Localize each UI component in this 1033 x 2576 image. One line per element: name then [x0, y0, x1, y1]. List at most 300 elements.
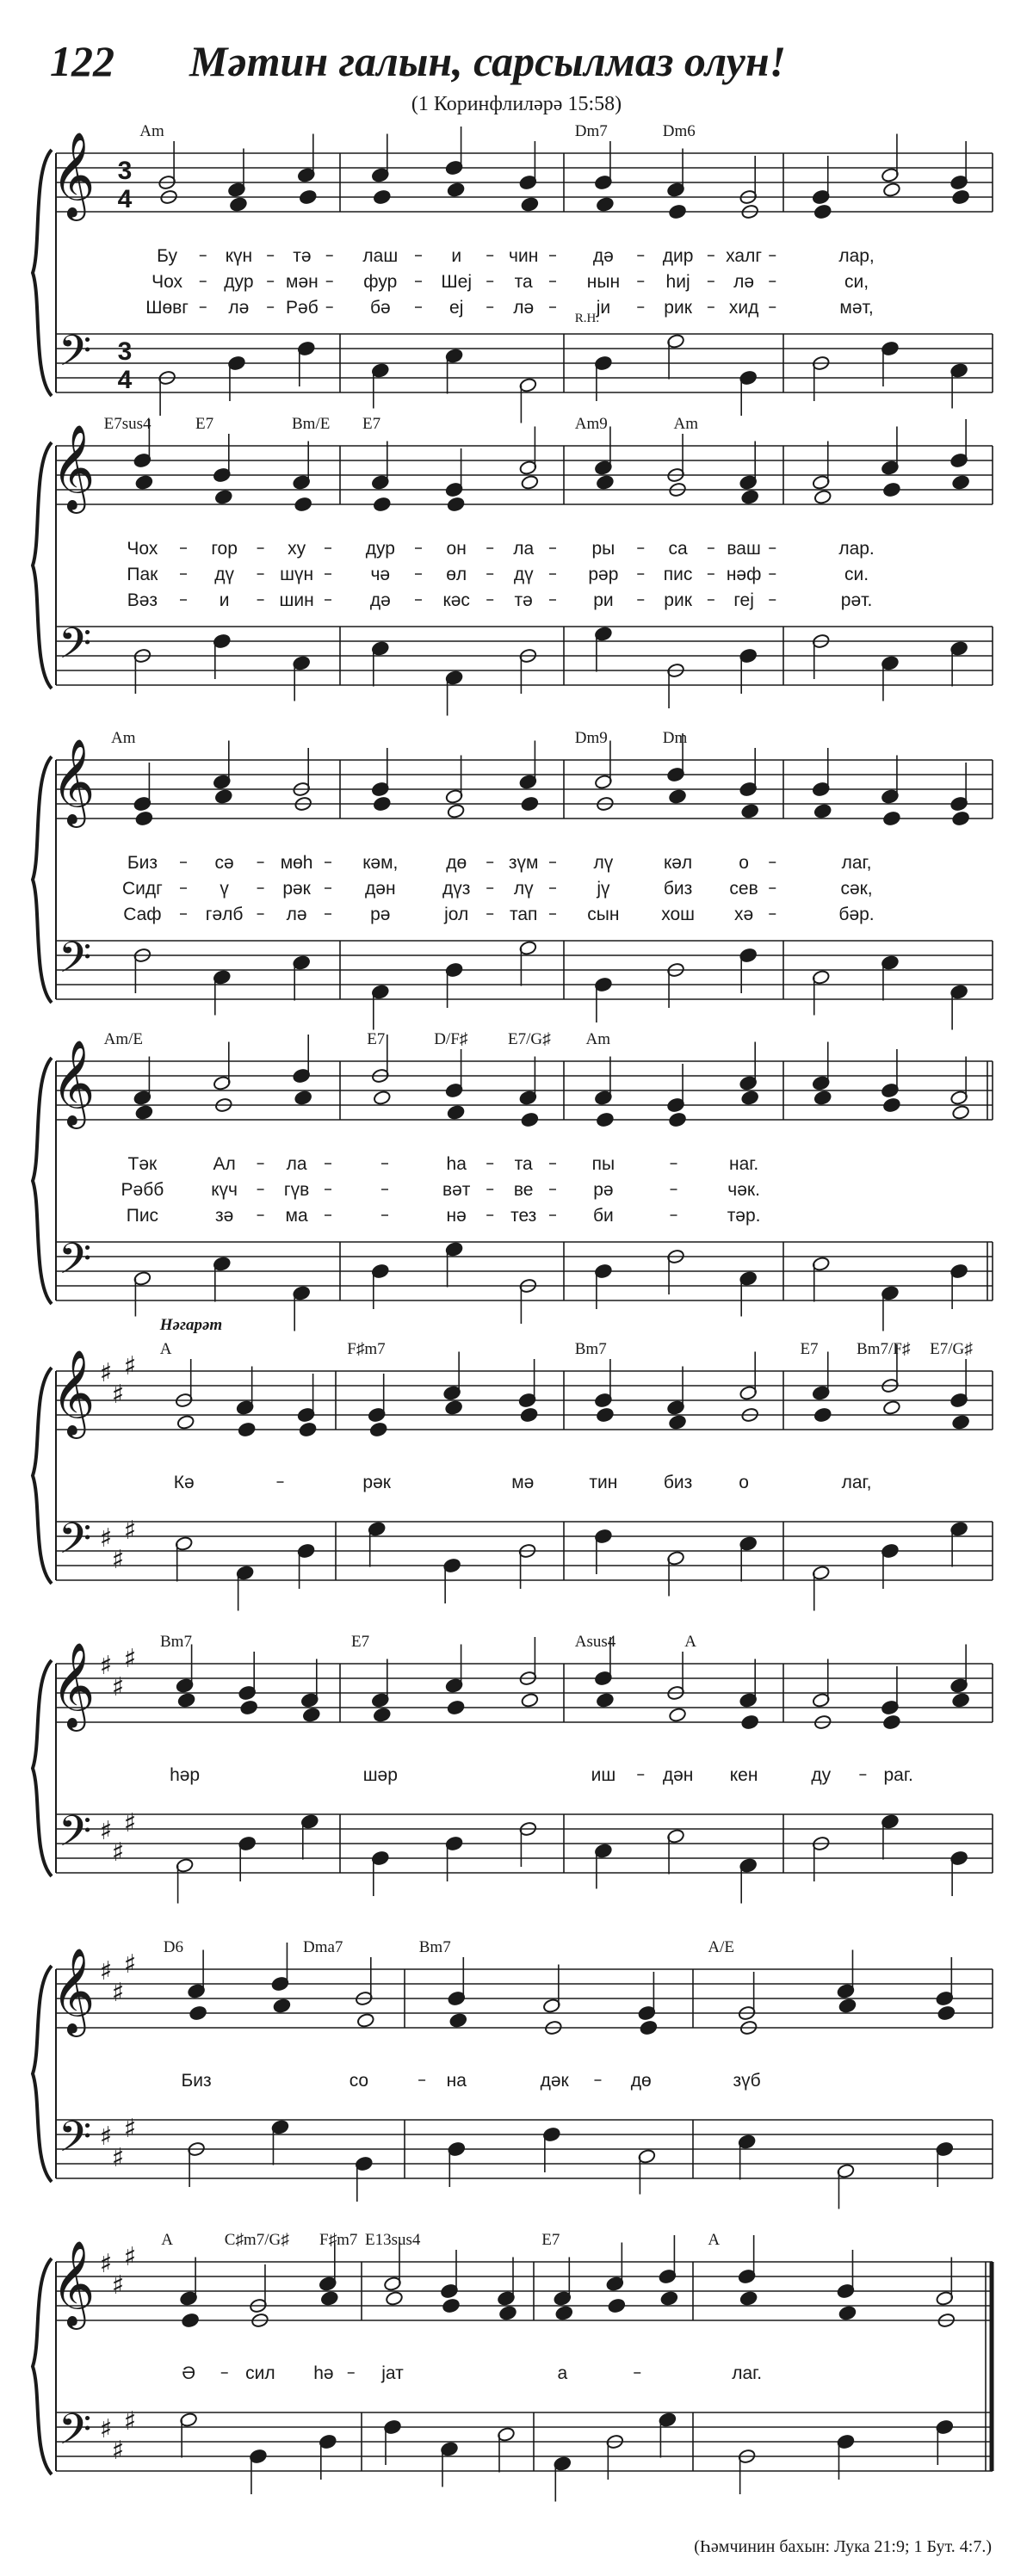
- note-head: [951, 811, 969, 826]
- lyric-syllable: лү: [593, 853, 614, 873]
- note-head: [176, 1414, 195, 1430]
- lyric-syllable: и: [451, 246, 462, 266]
- note-head: [229, 196, 247, 212]
- staff-brace: [33, 1660, 52, 1876]
- note-head: [498, 2305, 516, 2320]
- note-head: [882, 1097, 900, 1113]
- note-head: [596, 1112, 614, 1127]
- lyric-syllable: дән: [365, 879, 396, 899]
- lyric-syllable: Чох: [152, 272, 183, 292]
- chord-symbol: Am: [111, 729, 136, 747]
- note-head: [299, 1422, 317, 1437]
- note-head: [668, 204, 686, 219]
- note-head: [135, 1104, 153, 1120]
- note-head: [447, 182, 465, 197]
- lyric-syllable: чәк.: [727, 1180, 760, 1200]
- lyric-syllable: геј: [733, 590, 754, 610]
- lyric-syllable: со: [349, 2071, 369, 2091]
- note-head: [596, 1407, 614, 1423]
- lyric-syllable: еј: [449, 298, 464, 318]
- note-head: [294, 1090, 312, 1105]
- lyric-syllable: кен: [729, 1765, 758, 1785]
- lyric-syllable: та: [514, 272, 533, 292]
- note-head: [521, 796, 539, 812]
- note-head: [273, 1998, 291, 2013]
- lyric-syllable: на: [446, 2071, 467, 2091]
- lyric-syllable: ры: [591, 539, 615, 559]
- chord-symbol: A: [159, 1340, 172, 1358]
- lyric-syllable: Пак: [127, 565, 158, 584]
- note-head: [373, 189, 391, 205]
- treble-clef-icon: 𝄞: [51, 2240, 96, 2326]
- lyric-syllable: лә: [733, 272, 755, 292]
- note-head: [813, 489, 832, 504]
- note-head: [739, 2290, 758, 2306]
- lyric-syllable: тап: [509, 905, 538, 924]
- lyric-syllable: зүб: [733, 2071, 761, 2091]
- note-head: [882, 182, 900, 197]
- note-head: [813, 1090, 832, 1105]
- lyric-syllable: ји: [596, 298, 611, 318]
- key-sharp-icon: ♯: [123, 2406, 137, 2437]
- key-sharp-icon: ♯: [111, 1838, 125, 1868]
- bass-clef-icon: 𝄢: [58, 933, 92, 993]
- lyric-syllable: Пис: [126, 1206, 159, 1226]
- note-head: [447, 1104, 465, 1120]
- treble-clef-icon: 𝄞: [51, 738, 96, 825]
- lyric-syllable: дән: [662, 1765, 694, 1785]
- chord-symbol: Am/E: [103, 1030, 143, 1048]
- lyric-syllable: тәр.: [727, 1206, 761, 1226]
- note-head: [189, 2005, 207, 2021]
- lyric-syllable: Кә: [173, 1473, 195, 1492]
- note-head: [741, 489, 759, 504]
- lyric-syllable: дир: [662, 246, 694, 266]
- bass-clef-icon: 𝄢: [58, 1234, 92, 1294]
- lyric-syllable: јол: [444, 905, 469, 924]
- key-sharp-icon: ♯: [123, 1808, 137, 1838]
- key-sharp-icon: ♯: [111, 2143, 125, 2173]
- lyric-syllable: рә: [593, 1180, 614, 1200]
- note-head: [299, 189, 317, 205]
- lyric-syllable: мәт,: [839, 298, 874, 318]
- key-sharp-icon: ♯: [111, 1978, 125, 2008]
- chord-symbol: E7: [351, 1633, 370, 1651]
- refrain-label: Нәгарәт: [159, 1316, 223, 1334]
- lyric-syllable: Ә: [182, 2363, 196, 2383]
- lyric-syllable: гүв: [283, 1180, 310, 1200]
- lyric-syllable: иш: [591, 1765, 616, 1785]
- note-head: [951, 474, 969, 490]
- lyric-syllable: хид: [728, 298, 759, 318]
- treble-clef-icon: 𝄞: [51, 1040, 96, 1126]
- note-head: [596, 1692, 614, 1708]
- lyric-syllable: ху: [288, 539, 306, 559]
- lyric-syllable: ду: [811, 1765, 832, 1785]
- lyric-syllable: си.: [844, 565, 869, 584]
- lyric-syllable: зүм: [508, 853, 539, 873]
- lyric-syllable: дө: [446, 853, 467, 873]
- chord-symbol: C♯m7/G♯: [224, 2231, 289, 2249]
- lyric-syllable: ү: [220, 879, 229, 899]
- chord-symbol: E7: [362, 415, 381, 433]
- chord-symbol: E7/G♯: [930, 1340, 973, 1358]
- lyric-syllable: Сидг: [121, 879, 163, 899]
- lyric-syllable: һиј: [665, 272, 690, 292]
- note-head: [521, 474, 539, 490]
- chord-symbol: A/E: [708, 1938, 735, 1956]
- lyric-syllable: сәк,: [840, 879, 873, 899]
- lyric-syllable: ри: [593, 590, 614, 610]
- key-sharp-icon: ♯: [99, 2414, 113, 2444]
- note-head: [373, 1090, 391, 1105]
- note-head: [373, 796, 391, 812]
- chord-symbol: Am9: [574, 415, 608, 433]
- lyric-syllable: о: [739, 1473, 749, 1492]
- lyric-syllable: биз: [663, 879, 693, 899]
- note-head: [741, 1714, 759, 1730]
- chord-symbol: D/F♯: [434, 1030, 468, 1048]
- lyric-syllable: о: [739, 853, 749, 873]
- lyric-syllable: лар,: [838, 246, 875, 266]
- lyric-syllable: мөһ: [280, 853, 313, 873]
- lyric-syllable: шүн: [280, 565, 314, 584]
- note-head: [444, 1399, 462, 1415]
- note-head: [813, 803, 832, 819]
- chord-symbol: Dm7: [574, 122, 608, 140]
- note-head: [937, 2005, 956, 2021]
- lyric-syllable: та: [514, 1154, 533, 1174]
- note-head: [320, 2290, 338, 2306]
- lyric-syllable: рәк: [362, 1473, 391, 1492]
- chord-symbol: F♯m7: [319, 2231, 358, 2249]
- lyric-syllable: вәт: [442, 1180, 471, 1200]
- lyric-syllable: мән: [286, 272, 319, 292]
- lyric-syllable: фур: [363, 272, 398, 292]
- note-head: [555, 2305, 573, 2320]
- note-head: [668, 1707, 686, 1722]
- note-head: [640, 2020, 658, 2035]
- lyric-syllable: Биз: [127, 853, 158, 873]
- lyric-syllable: си,: [844, 272, 869, 292]
- note-head: [369, 1422, 387, 1437]
- lyric-syllable: лаг,: [841, 853, 872, 873]
- lyric-syllable: Шөвг: [145, 298, 189, 318]
- key-sharp-icon: ♯: [99, 1358, 113, 1388]
- note-head: [521, 1112, 539, 1127]
- key-sharp-icon: ♯: [123, 1644, 137, 1674]
- lyric-syllable: күч: [211, 1180, 238, 1200]
- lyric-syllable: Рәбб: [121, 1180, 164, 1200]
- lyric-syllable: бәр.: [838, 905, 875, 924]
- lyric-syllable: дүз: [442, 879, 471, 899]
- lyric-syllable: дәк: [540, 2071, 569, 2091]
- lyric-syllable: чә: [370, 565, 391, 584]
- lyric-syllable: рик: [664, 298, 692, 318]
- staff-brace: [33, 1966, 52, 2182]
- chord-symbol: E7sus4: [103, 415, 152, 433]
- treble-clef-icon: 𝄞: [51, 1642, 96, 1728]
- key-sharp-icon: ♯: [111, 2436, 125, 2466]
- note-head: [385, 2290, 403, 2306]
- lyric-syllable: Бу: [157, 246, 178, 266]
- chord-symbol: Bm7: [418, 1938, 451, 1956]
- lyric-syllable: рәк: [282, 879, 311, 899]
- scripture-reference: (1 Коринфлиләрә 15:58): [411, 93, 622, 115]
- note-head: [813, 1407, 832, 1423]
- lyric-syllable: лар.: [838, 539, 875, 559]
- note-head: [660, 2290, 678, 2306]
- bass-clef-icon: 𝄢: [58, 1807, 92, 1867]
- lyric-syllable: мә: [511, 1473, 535, 1492]
- lyric-syllable: Рәб: [286, 298, 319, 318]
- lyric-syllable: са: [668, 539, 688, 559]
- lyric-syllable: Вәз: [127, 590, 158, 610]
- lyric-syllable: шәр: [362, 1765, 398, 1785]
- lyric-syllable: Чох: [127, 539, 158, 559]
- lyric-syllable: һа: [446, 1154, 467, 1174]
- key-sharp-icon: ♯: [99, 1956, 113, 1986]
- note-head: [302, 1707, 320, 1722]
- note-head: [373, 497, 391, 512]
- treble-clef-icon: 𝄞: [51, 424, 96, 510]
- note-head: [135, 811, 153, 826]
- staff-brace: [33, 150, 52, 396]
- key-sharp-icon: ♯: [99, 1816, 113, 1846]
- note-head: [951, 1692, 969, 1708]
- key-sharp-icon: ♯: [111, 1545, 125, 1575]
- note-head: [240, 1700, 258, 1715]
- lyric-syllable: раг.: [883, 1765, 913, 1785]
- lyric-syllable: өл: [446, 565, 467, 584]
- chord-symbol: A: [708, 2231, 721, 2249]
- note-head: [951, 1414, 969, 1430]
- lyric-syllable: халг: [726, 246, 763, 266]
- chord-symbol: E7: [800, 1340, 819, 1358]
- lyric-syllable: лаг,: [841, 1473, 872, 1492]
- chord-symbol: Am: [585, 1030, 610, 1048]
- chord-symbol: E7/G♯: [508, 1030, 551, 1048]
- lyric-syllable: зә: [214, 1206, 234, 1226]
- note-head: [177, 1692, 195, 1708]
- key-sharp-icon: ♯: [123, 2114, 137, 2144]
- chord-symbol: E7: [195, 415, 214, 433]
- lyric-syllable: бә: [369, 298, 391, 318]
- key-sharp-icon: ♯: [123, 1949, 137, 1980]
- note-head: [447, 1700, 465, 1715]
- key-sharp-icon: ♯: [123, 1351, 137, 1381]
- lyric-syllable: рәр: [588, 565, 619, 584]
- note-head: [596, 474, 614, 490]
- lyric-syllable: лә: [228, 298, 250, 318]
- lyric-syllable: дур: [224, 272, 254, 292]
- lyric-syllable: и: [219, 590, 230, 610]
- note-head: [838, 2305, 857, 2320]
- lyric-syllable: ла: [513, 539, 535, 559]
- lyric-syllable: кәл: [664, 853, 693, 873]
- key-sharp-icon: ♯: [99, 2249, 113, 2279]
- time-signature-bottom: 4: [117, 185, 133, 213]
- key-sharp-icon: ♯: [99, 1651, 113, 1681]
- lyric-syllable: наг.: [728, 1154, 759, 1174]
- lyric-syllable: гор: [211, 539, 238, 559]
- lyric-syllable: хош: [661, 905, 695, 924]
- chord-symbol: Bm7: [574, 1340, 607, 1358]
- time-signature-bottom: 4: [117, 366, 133, 394]
- chord-symbol: Asus4: [574, 1633, 616, 1651]
- staff-brace: [33, 1058, 52, 1304]
- key-sharp-icon: ♯: [99, 2122, 113, 2152]
- lyric-syllable: лаш: [362, 246, 399, 266]
- note-head: [135, 474, 153, 490]
- note-head: [238, 1422, 256, 1437]
- lyric-syllable: сын: [587, 905, 620, 924]
- hymn-title: Мәтин галын, сарсылмаз олун!: [189, 37, 787, 85]
- lyric-syllable: ма: [285, 1206, 308, 1226]
- lyric-syllable: ла: [286, 1154, 307, 1174]
- lyric-syllable: рик: [664, 590, 692, 610]
- note-head: [668, 1112, 686, 1127]
- lyric-syllable: тез: [510, 1206, 537, 1226]
- right-hand-mark: R.H.: [574, 312, 600, 325]
- hymn-number: 122: [50, 37, 114, 85]
- note-head: [741, 1090, 759, 1105]
- lyric-syllable: рәт.: [840, 590, 873, 610]
- lyric-syllable: пис: [663, 565, 693, 584]
- lyric-syllable: ве: [513, 1180, 534, 1200]
- note-head: [596, 196, 614, 212]
- bass-clef-icon: 𝄢: [58, 2112, 92, 2172]
- bass-clef-icon: 𝄢: [58, 326, 92, 386]
- lyric-syllable: сев: [729, 879, 758, 899]
- treble-clef-icon: 𝄞: [51, 132, 96, 218]
- chord-symbol: Dm6: [662, 122, 696, 140]
- treble-clef-icon: 𝄞: [51, 1350, 96, 1436]
- lyric-syllable: Саф: [123, 905, 162, 924]
- note-head: [214, 788, 232, 804]
- lyric-syllable: шин: [279, 590, 314, 610]
- lyric-syllable: Биз: [181, 2071, 212, 2091]
- note-head: [882, 482, 900, 497]
- lyric-syllable: нәф: [726, 565, 762, 584]
- footer-reference: (Һәмчинин бахын: Лука 21:9; 1 Бут. 4:7.): [694, 2537, 992, 2556]
- key-sharp-icon: ♯: [111, 1672, 125, 1702]
- lyric-syllable: һә: [313, 2363, 334, 2383]
- lyric-syllable: тә: [293, 246, 312, 266]
- lyric-syllable: тин: [589, 1473, 618, 1492]
- chord-symbol: E7: [367, 1030, 386, 1048]
- lyric-syllable: лә: [513, 298, 535, 318]
- note-head: [608, 2298, 626, 2313]
- note-head: [951, 189, 969, 205]
- key-sharp-icon: ♯: [99, 1523, 113, 1554]
- note-head: [447, 497, 465, 512]
- lyric-syllable: лаг.: [732, 2363, 763, 2383]
- note-head: [521, 196, 539, 212]
- key-sharp-icon: ♯: [123, 2242, 137, 2272]
- lyric-syllable: дә: [592, 246, 614, 266]
- note-head: [449, 2012, 467, 2028]
- chord-symbol: F♯m7: [347, 1340, 386, 1358]
- chord-symbol: E13sus4: [365, 2231, 421, 2249]
- lyric-syllable: дү: [214, 565, 234, 584]
- staff-brace: [33, 757, 52, 1003]
- lyric-syllable: Тәк: [127, 1154, 158, 1174]
- key-sharp-icon: ♯: [123, 1516, 137, 1546]
- chord-symbol: Bm7/F♯: [857, 1340, 911, 1358]
- key-sharp-icon: ♯: [111, 1380, 125, 1410]
- staff-brace: [33, 1368, 52, 1584]
- lyric-syllable: би: [593, 1206, 614, 1226]
- lyric-syllable: дү: [513, 565, 534, 584]
- staff-brace: [33, 442, 52, 689]
- chord-symbol: Dm: [662, 729, 688, 747]
- note-head: [373, 1707, 391, 1722]
- lyric-syllable: нә: [446, 1206, 467, 1226]
- note-head: [214, 489, 232, 504]
- lyric-syllable: Шеј: [441, 272, 472, 292]
- chord-symbol: E7: [541, 2231, 560, 2249]
- note-head: [838, 1998, 857, 2013]
- note-head: [520, 1407, 538, 1423]
- note-head: [668, 788, 686, 804]
- lyric-syllable: он: [446, 539, 467, 559]
- chord-symbol: Am: [139, 122, 164, 140]
- lyric-syllable: а: [557, 2363, 568, 2383]
- lyric-syllable: чин: [509, 246, 539, 266]
- lyric-syllable: тә: [514, 590, 533, 610]
- note-head: [813, 204, 832, 219]
- note-head: [882, 1714, 900, 1730]
- note-head: [951, 1104, 969, 1120]
- lyric-syllable: Ал: [213, 1154, 236, 1174]
- chord-symbol: Am: [673, 415, 698, 433]
- lyric-syllable: лү: [513, 879, 534, 899]
- note-head: [882, 811, 900, 826]
- lyric-syllable: пы: [591, 1154, 615, 1174]
- note-head: [447, 803, 465, 819]
- key-sharp-icon: ♯: [111, 2270, 125, 2301]
- note-head: [882, 1399, 900, 1415]
- note-head: [442, 2298, 460, 2313]
- bass-clef-icon: 𝄢: [58, 1514, 92, 1574]
- lyric-syllable: рә: [370, 905, 391, 924]
- lyric-syllable: дө: [630, 2071, 652, 2091]
- chord-symbol: Bm/E: [292, 415, 331, 433]
- bass-clef-icon: 𝄢: [58, 2405, 92, 2465]
- lyric-syllable: јат: [381, 2363, 404, 2383]
- lyric-syllable: биз: [663, 1473, 693, 1492]
- lyric-syllable: һәр: [170, 1765, 201, 1785]
- chord-symbol: A: [684, 1633, 696, 1651]
- chord-symbol: Dma7: [303, 1938, 343, 1956]
- lyric-syllable: дур: [365, 539, 395, 559]
- lyric-syllable: сил: [245, 2363, 275, 2383]
- bass-clef-icon: 𝄢: [58, 619, 92, 679]
- note-head: [356, 2012, 374, 2028]
- note-head: [521, 1692, 539, 1708]
- time-signature-top: 3: [117, 337, 133, 366]
- note-head: [741, 803, 759, 819]
- lyric-syllable: ваш: [727, 539, 761, 559]
- chord-symbol: D6: [163, 1938, 183, 1956]
- lyric-syllable: јү: [597, 879, 610, 899]
- lyric-syllable: хә: [734, 905, 754, 924]
- lyric-syllable: күн: [225, 246, 253, 266]
- note-head: [181, 2313, 199, 2328]
- lyric-syllable: кәм,: [362, 853, 399, 873]
- staff-brace: [33, 2258, 52, 2474]
